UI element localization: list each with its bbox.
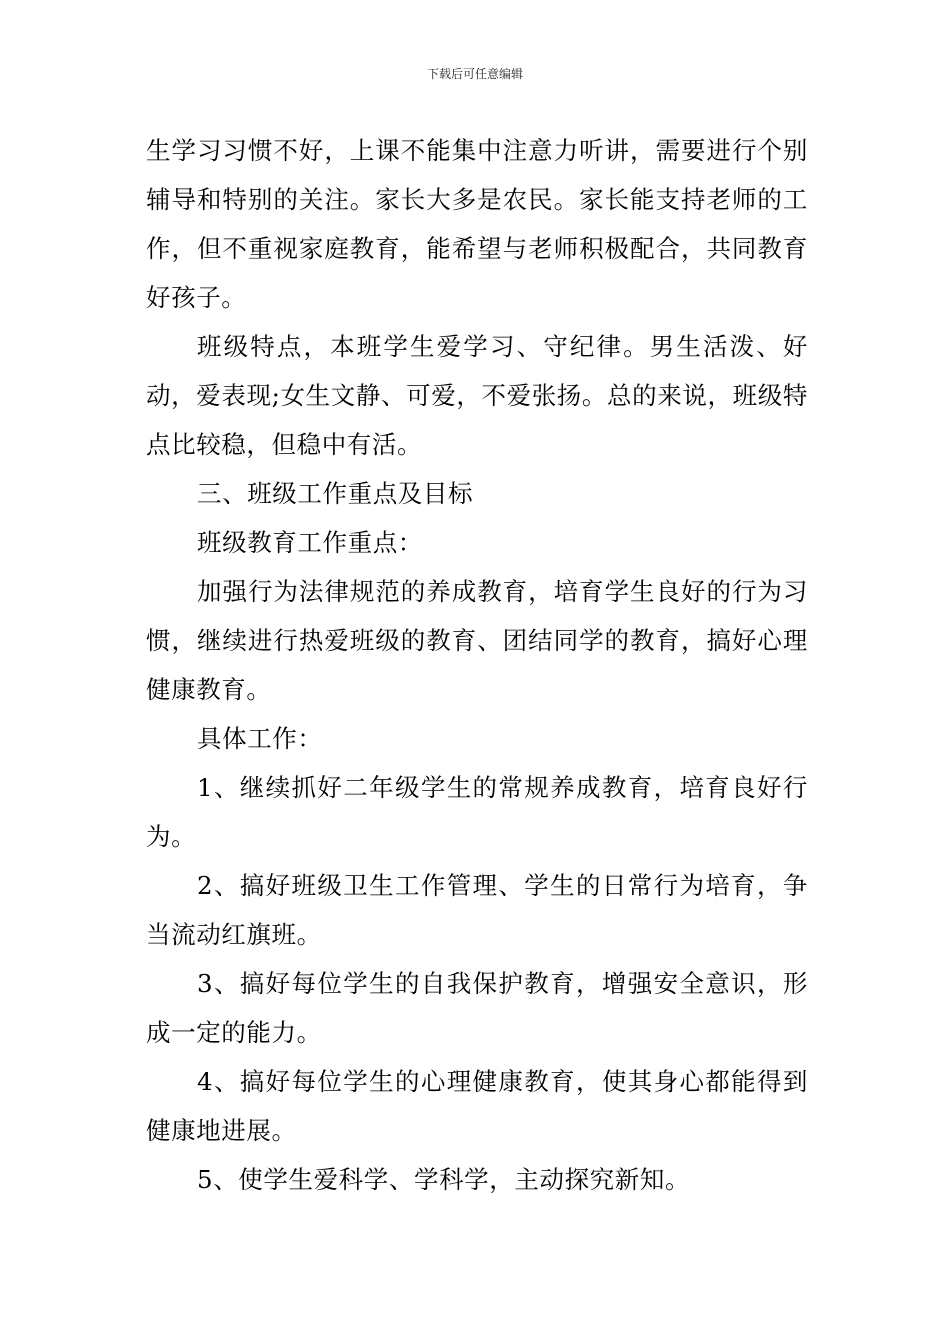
paragraph-class-features: 班级特点，本班学生爱学习、守纪律。男生活泼、好动，爱表现;女生文静、可爱，不爱张扬。总的来说，班级特点比较稳，但稳中有活。 <box>146 332 808 459</box>
paragraph-education-focus: 加强行为法律规范的养成教育，培育学生良好的行为习惯，继续进行热爱班级的教育、团结同学的教育，搞好心理健康教育。 <box>146 577 808 704</box>
page-header-note: 下载后可任意编辑 <box>426 67 523 81</box>
list-item-3: 3、搞好每位学生的自我保护教育，增强安全意识，形成一定的能力。 <box>146 969 808 1047</box>
list-item-5: 5、使学生爱科学、学科学，主动探究新知。 <box>197 1165 691 1194</box>
section-heading-focus-goals: 三、班级工作重点及目标 <box>197 479 474 508</box>
subheading-education-focus: 班级教育工作重点： <box>197 528 423 557</box>
subheading-specific-work: 具体工作： <box>197 724 323 753</box>
paragraph-student-situation: 生学习习惯不好，上课不能集中注意力听讲，需要进行个别辅导和特别的关注。家长大多是农民。家长能支持老师的工作，但不重视家庭教育，能希望与老师积极配合，共同教育好孩子。 <box>146 136 808 312</box>
list-item-1: 1、继续抓好二年级学生的常规养成教育，培育良好行为。 <box>146 773 808 851</box>
list-item-2: 2、搞好班级卫生工作管理、学生的日常行为培育，争当流动红旗班。 <box>146 871 808 949</box>
document-body <box>146 126 808 1204</box>
list-item-4: 4、搞好每位学生的心理健康教育，使其身心都能得到健康地进展。 <box>146 1067 808 1145</box>
